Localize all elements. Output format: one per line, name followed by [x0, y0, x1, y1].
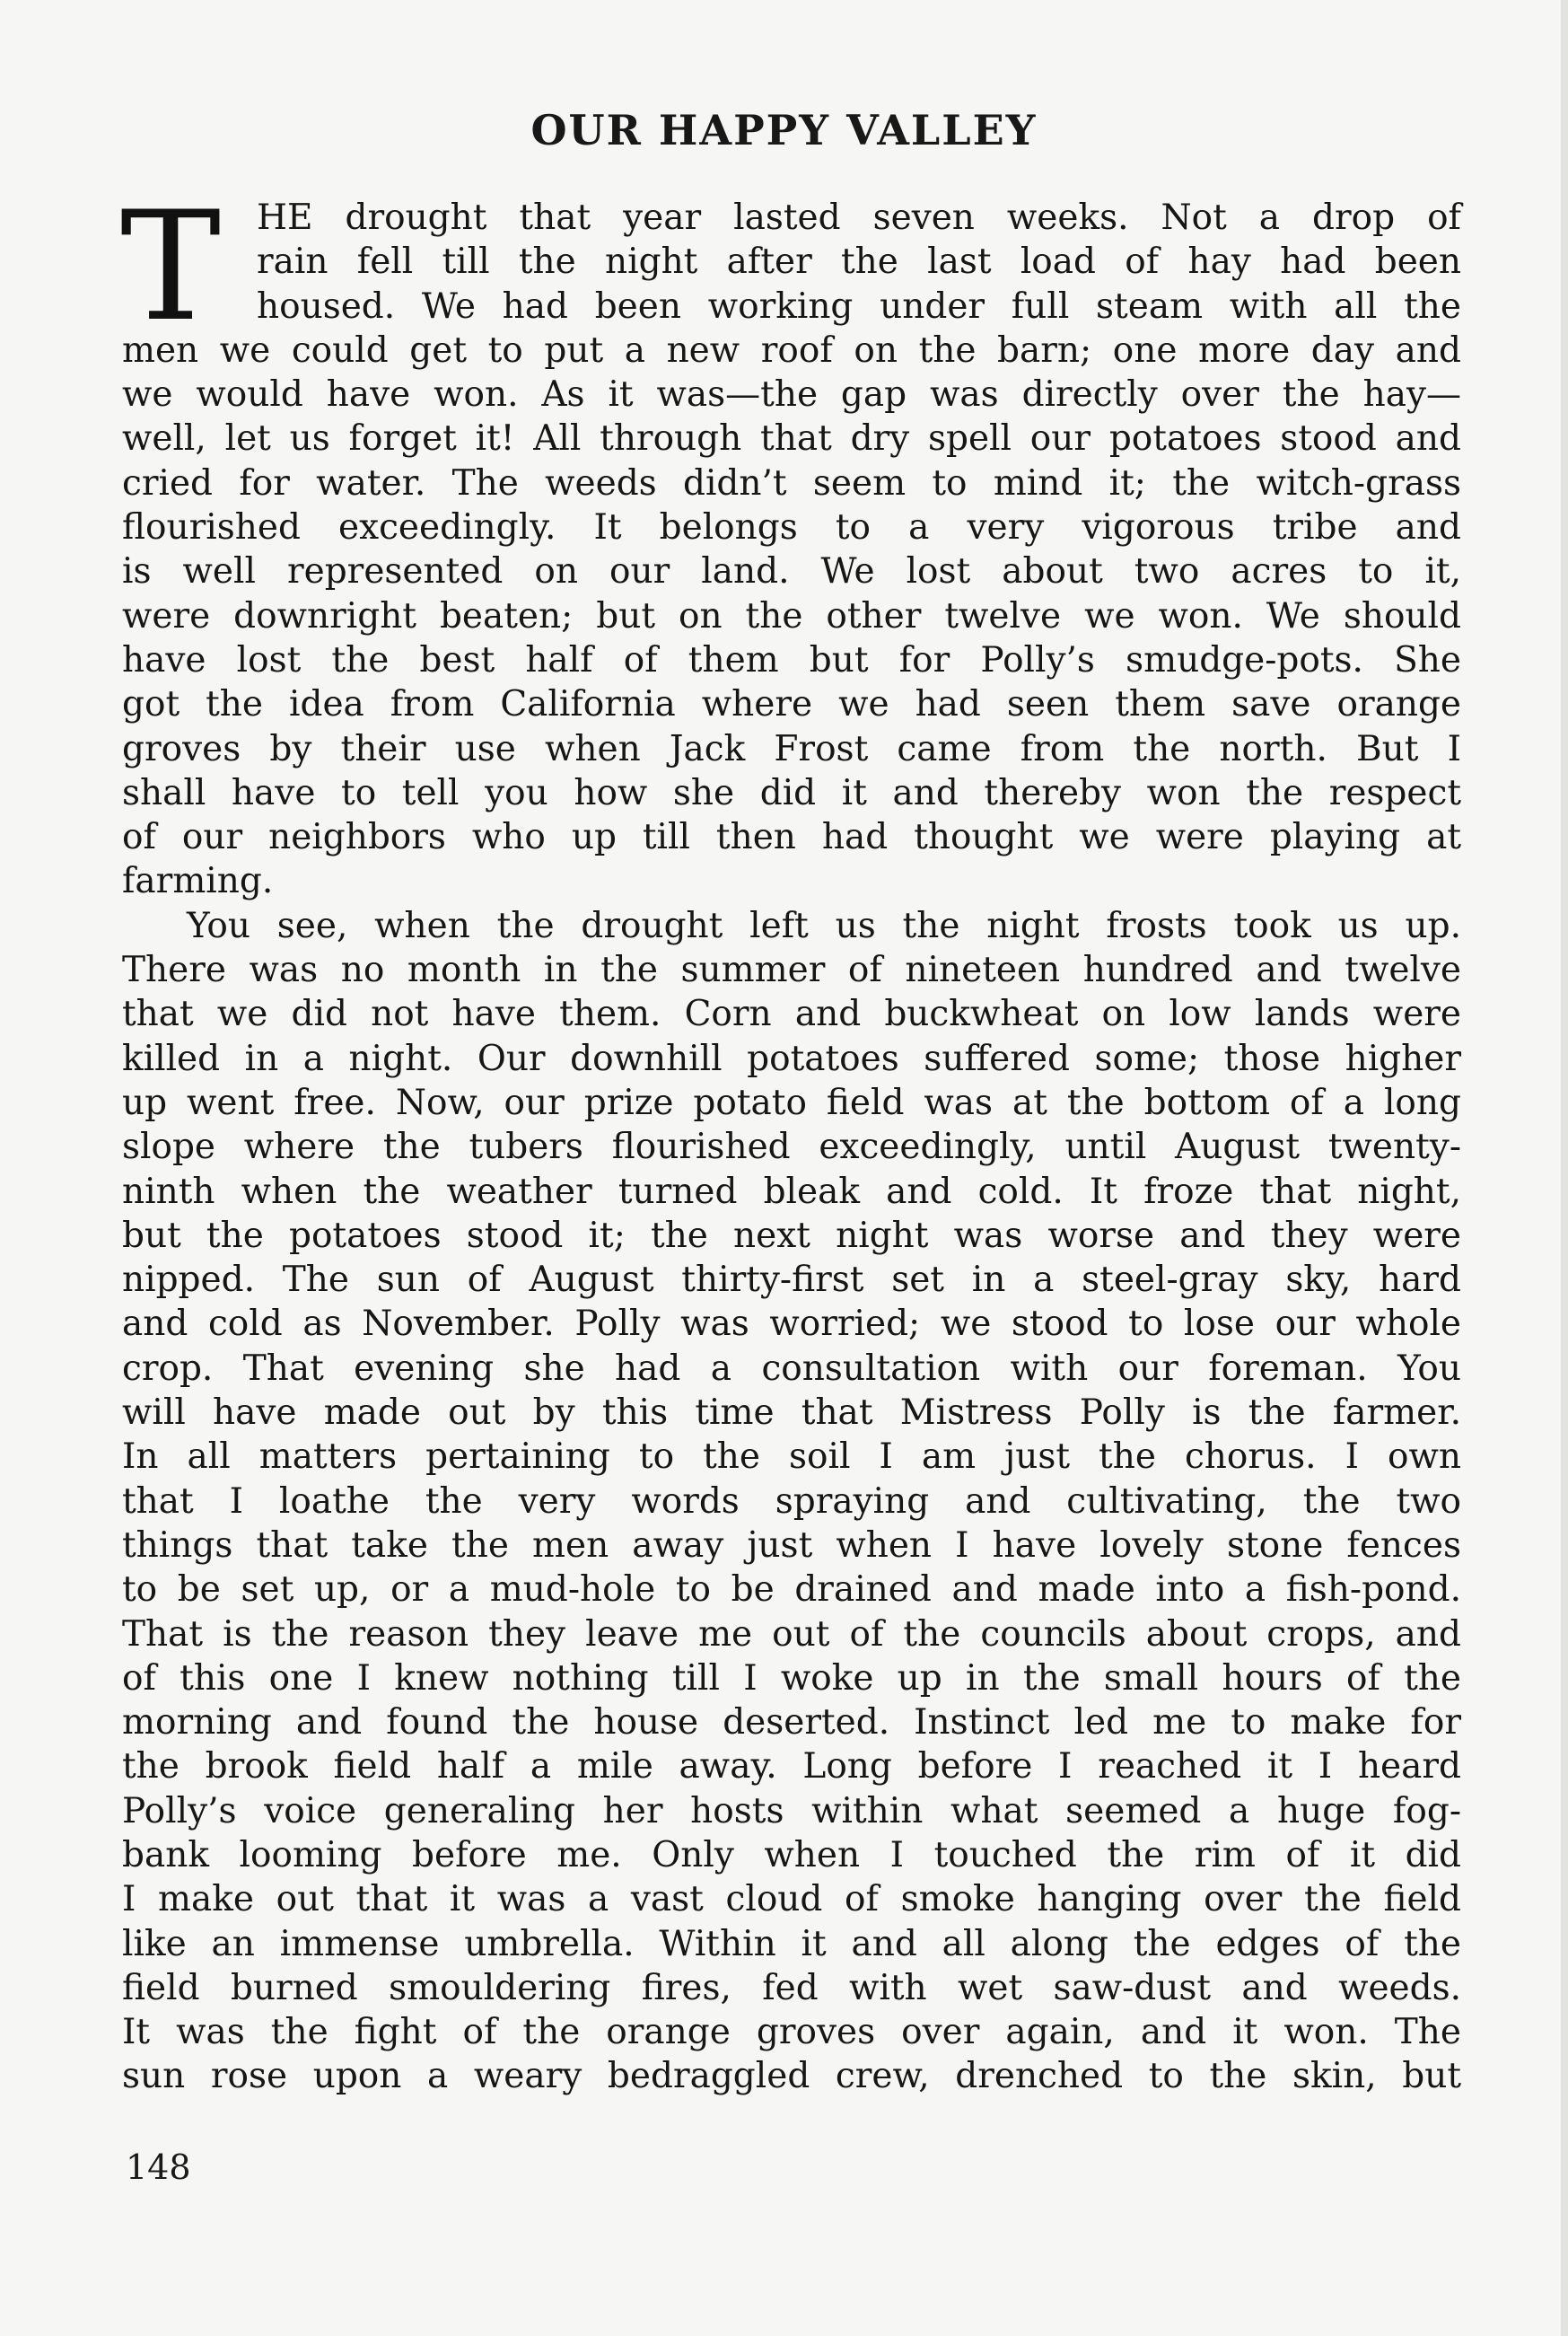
text-line: You see, when the drought left us the night frosts took us up.: [187, 905, 1461, 946]
text-line: men we could get to put a new roof on the barn; one more day and: [122, 329, 1461, 371]
text-line: have lost the best half of them but for Polly’s smudge-pots. She: [122, 639, 1461, 681]
text-line: ninth when the weather turned bleak and cold. It froze that night,: [122, 1171, 1461, 1212]
text-line: like an immense umbrella. Within it and all along the edges of the: [122, 1923, 1461, 1964]
text-line: will have made out by this time that Mistress Polly is the farmer.: [122, 1392, 1461, 1434]
text-line: nipped. The sun of August thirty-first set in a steel-gray sky, hard: [122, 1260, 1461, 1301]
text-line: It was the fight of the orange groves over again, and it won. The: [122, 2012, 1461, 2053]
text-line: In all matters pertaining to the soil I am just the chorus. I own: [122, 1436, 1461, 1478]
text-line: got the idea from California where we had seen them save orange: [122, 684, 1461, 725]
text-line: the brook field half a mile away. Long before I reached it I heard: [122, 1746, 1461, 1787]
text-line: well, let us forget it! All through that dry spell our potatoes stood and: [122, 418, 1461, 460]
text-line: That is the reason they leave me out of the councils about crops, and: [122, 1613, 1461, 1655]
text-line: were downright beaten; but on the other twelve we won. We should: [122, 595, 1461, 637]
running-head-title: OUR HAPPY VALLEY: [530, 106, 1038, 154]
text-line: HE drought that year lasted seven weeks. Not a drop of: [257, 198, 1461, 238]
text-line: rain fell till the night after the last load of hay had been: [257, 242, 1461, 283]
page-number: 148: [126, 2147, 191, 2187]
text-line: up went free. Now, our prize potato field was at the bottom of a long: [122, 1082, 1461, 1123]
text-line: sun rose upon a weary bedraggled crew, drenched to the skin, but: [122, 2056, 1461, 2097]
text-line: that I loathe the very words spraying and cultivating, the two: [122, 1480, 1461, 1522]
text-line: but the potatoes stood it; the next night was worse and they were: [122, 1215, 1461, 1256]
text-line: cried for water. The weeds didn’t seem to mind it; the witch-grass: [122, 462, 1461, 504]
text-line: There was no month in the summer of nineteen hundred and twelve: [122, 950, 1461, 991]
text-line: Polly’s voice generaling her hosts within what seemed a huge fog-: [122, 1790, 1461, 1831]
text-line: flourished exceedingly. It belongs to a very vigorous tribe and: [122, 507, 1461, 549]
text-line: crop. That evening she had a consultation with our foreman. You: [122, 1348, 1461, 1389]
text-line: housed. We had been working under full steam with all the: [257, 285, 1461, 327]
page-edge-shadow: [1561, 0, 1568, 2336]
text-line: field burned smouldering fires, fed with wet saw-dust and weeds.: [122, 1967, 1461, 2008]
body-text: [120, 179, 1461, 2099]
text-line: of this one I knew nothing till I woke up in the small hours of the: [122, 1657, 1461, 1699]
text-line: that we did not have them. Corn and buckwheat on low lands were: [122, 994, 1461, 1035]
text-line: slope where the tubers flourished exceedingly, until August twenty-: [122, 1127, 1461, 1168]
text-line: is well represented on our land. We lost about two acres to it,: [122, 551, 1461, 593]
text-line: shall have to tell you how she did it and thereby won the respect: [122, 772, 1461, 813]
text-line: farming.: [122, 861, 274, 902]
text-line: to be set up, or a mud-hole to be drained and made into a fish-pond.: [122, 1569, 1461, 1611]
text-line: we would have won. As it was—the gap was directly over the hay—: [122, 374, 1461, 416]
text-line: of our neighbors who up till then had thought we were playing at: [122, 817, 1461, 858]
text-line: things that take the men away just when I have lovely stone fences: [122, 1524, 1461, 1566]
text-line: bank looming before me. Only when I touched the rim of it did: [122, 1834, 1461, 1875]
text-line: I make out that it was a vast cloud of smoke hanging over the field: [122, 1879, 1461, 1920]
text-line: groves by their use when Jack Frost came from the north. But I: [122, 728, 1461, 769]
text-line: killed in a night. Our downhill potatoes suffered some; those higher: [122, 1038, 1461, 1079]
text-line: and cold as November. Polly was worried; we stood to lose our whole: [122, 1304, 1461, 1345]
text-line: morning and found the house deserted. Instinct led me to make for: [122, 1702, 1461, 1743]
drop-cap: T: [120, 179, 222, 355]
